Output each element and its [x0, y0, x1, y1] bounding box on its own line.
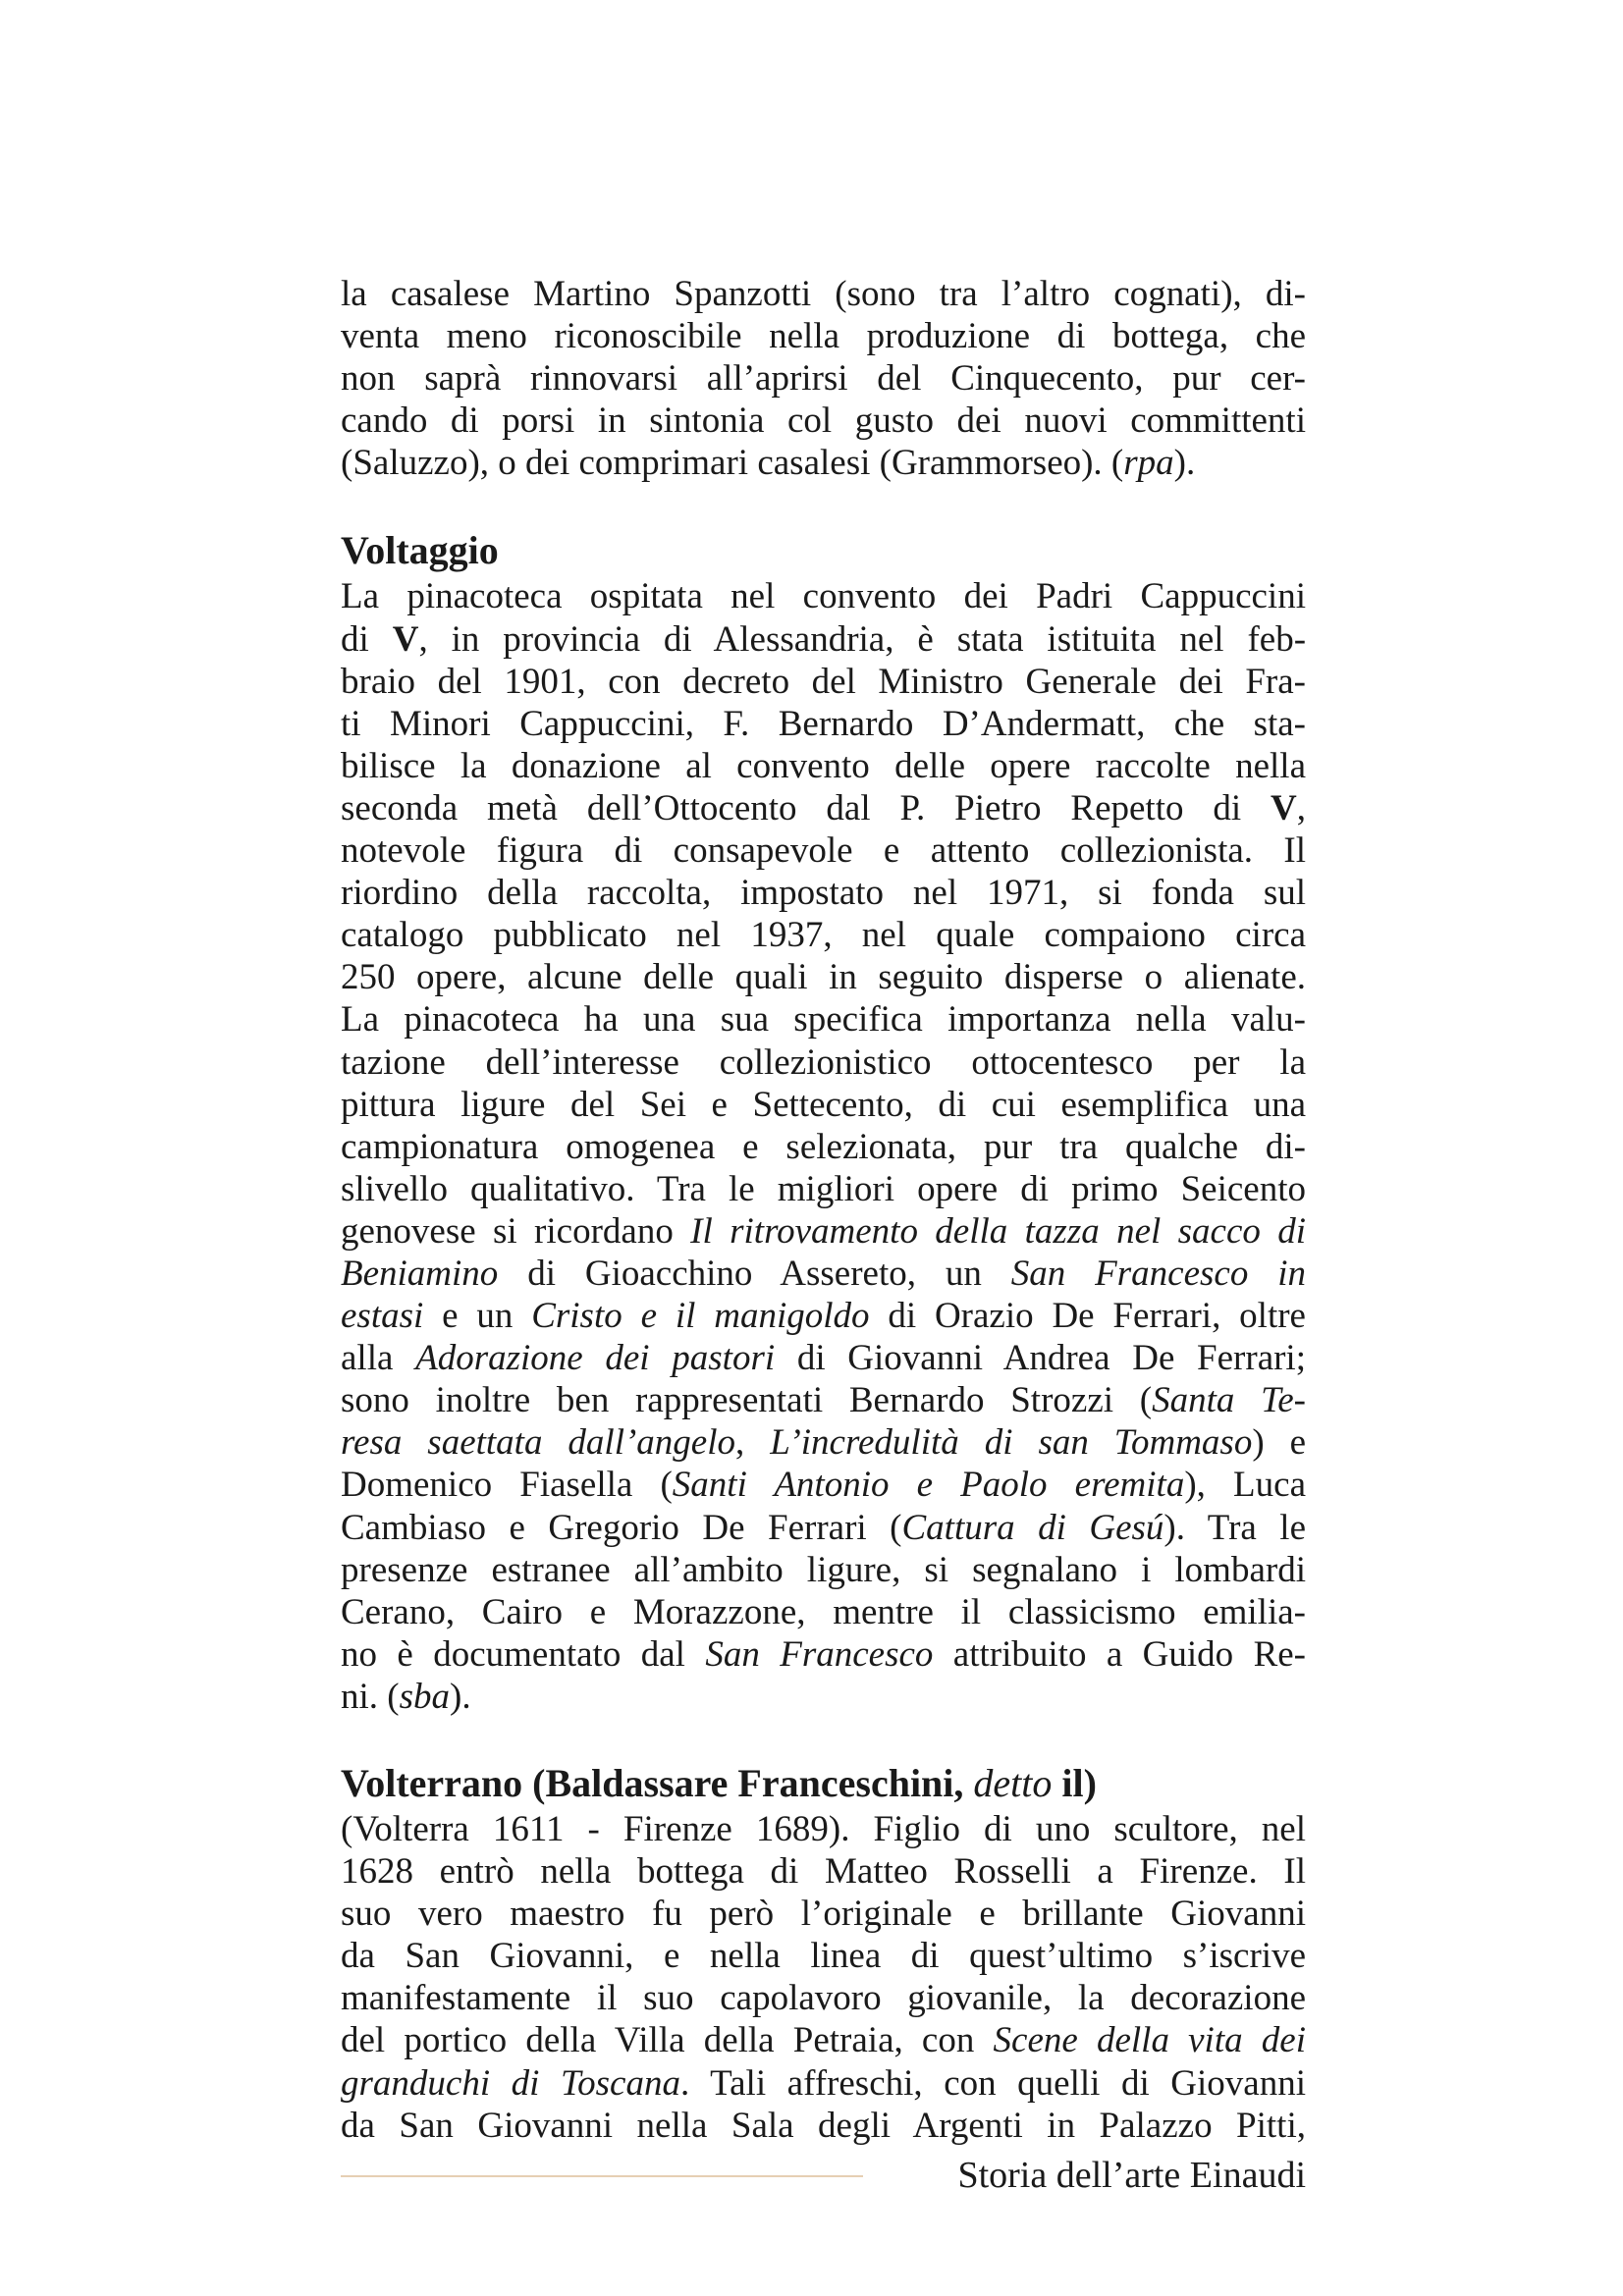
text-line: da San Giovanni, e nella linea di quest’ultimo s’iscrive	[341, 1936, 1306, 1977]
artwork-title: granduchi di Toscana	[341, 2062, 680, 2104]
artwork-title: San Francesco	[705, 1633, 934, 1675]
text-line	[341, 1295, 1306, 1337]
entry-body-voltaggio	[341, 575, 1306, 1718]
artwork-title: estasi	[341, 1296, 424, 1337]
text-run: ), Luca	[1184, 1465, 1306, 1506]
text-line: manifestamente il suo capolavoro giovanile, la decorazione	[341, 1978, 1306, 2019]
text-line	[341, 618, 1306, 661]
artwork-title: Santi Antonio e Paolo eremita	[672, 1465, 1185, 1506]
artwork-title: resa saettata dall’angelo	[341, 1422, 736, 1464]
artwork-title: Beniamino	[341, 1253, 499, 1294]
text-run: , in provincia di Alessandria, è stata istituita nel feb-	[418, 618, 1307, 660]
text-run: attribuito a Guido Re-	[933, 1633, 1306, 1675]
text-line: slivello qualitativo. Tra le migliori opere di primo Seicento	[341, 1168, 1306, 1209]
text-line	[341, 1676, 1306, 1718]
text-line: presenze estranee all’ambito ligure, si segnalano i lombardi	[341, 1549, 1306, 1590]
spacer	[341, 484, 1306, 526]
text-line	[341, 2019, 1306, 2061]
entry-heading-volterrano	[341, 1759, 1306, 1808]
text-run: no è documentato dal	[341, 1633, 706, 1675]
artwork-title: Il ritrovamento della tazza nel sacco di	[690, 1210, 1306, 1252]
text-run: di	[341, 618, 393, 660]
text-line: 250 opere, alcune delle quali in seguito disperse o alienate.	[341, 957, 1306, 998]
text-line: La pinacoteca ospitata nel convento dei Padri Cappuccini	[341, 576, 1306, 617]
text-line: bilisce la donazione al convento delle opere raccolte nella	[341, 745, 1306, 786]
text-line	[341, 1337, 1306, 1379]
artwork-title: Scene della vita dei	[993, 2020, 1306, 2061]
text-line	[341, 1507, 1306, 1549]
text-line: Cerano, Cairo e Morazzone, mentre il classicismo emilia-	[341, 1591, 1306, 1632]
text-line: pittura ligure del Sei e Settecento, di cui esemplifica una	[341, 1084, 1306, 1125]
text-line: venta meno riconoscibile nella produzione di bottega, che	[341, 316, 1306, 357]
text-run: del portico della Villa della Petraia, con	[341, 2020, 994, 2061]
text-line: non saprà rinnovarsi all’aprirsi del Cinquecento, pur cer-	[341, 358, 1306, 400]
text-run: ni. (	[341, 1676, 400, 1717]
text-line	[341, 1633, 1306, 1676]
text-line: notevole figura di consapevole e attento collezionista. Il	[341, 830, 1306, 872]
text-line: campionatura omogenea e selezionata, pur tra qualche di-	[341, 1126, 1306, 1167]
text-line	[341, 442, 1306, 484]
abbrev-bold: V	[392, 618, 419, 660]
text-line	[341, 1464, 1306, 1506]
text-line: braio del 1901, con decreto del Ministro Generale dei Fra-	[341, 661, 1306, 702]
text-run: di Orazio De Ferrari, oltre	[869, 1296, 1306, 1337]
text-line	[341, 1253, 1306, 1295]
text-line	[341, 2062, 1306, 2105]
text-line: (Volterra 1611 - Firenze 1689). Figlio di uno scultore, nel	[341, 1809, 1306, 1849]
intro-paragraph	[341, 273, 1306, 484]
entry-heading-voltaggio: Voltaggio	[341, 528, 499, 573]
artwork-title: San Francesco in	[1010, 1253, 1306, 1294]
text-line: ti Minori Cappuccini, F. Bernardo D’Andermatt, che sta-	[341, 703, 1306, 744]
artwork-title: L’incredulità di san Tommaso	[770, 1422, 1253, 1464]
text-run: . Tali affreschi, con quelli di Giovanni	[679, 2062, 1306, 2104]
text-run: ).	[1173, 443, 1196, 484]
text-run: seconda metà dell’Ottocento dal P. Pietro Repetto di	[341, 787, 1271, 828]
text-run: sono inoltre ben rappresentati Bernardo Strozzi (	[341, 1380, 1153, 1421]
text-line: riordino della raccolta, impostato nel 1971, si fonda sul	[341, 873, 1306, 914]
spacer	[341, 1718, 1306, 1759]
artwork-title: Santa Te-	[1152, 1380, 1306, 1421]
text-run: Cambiaso e Gregorio De Ferrari (	[341, 1507, 902, 1548]
entry-body-volterrano	[341, 1808, 1306, 2147]
abbrev-bold: V	[1271, 787, 1297, 828]
text-line: cando di porsi in sintonia col gusto dei nuovi committenti	[341, 400, 1306, 442]
text-run: di Giovanni Andrea De Ferrari;	[775, 1338, 1306, 1379]
artwork-title: Cattura di Gesú	[901, 1507, 1164, 1548]
text-line	[341, 1210, 1306, 1253]
heading-run: il)	[1052, 1761, 1097, 1805]
text-run: Domenico Fiasella (	[341, 1465, 673, 1506]
text-run: genovese si ricordano	[341, 1210, 691, 1252]
text-line: La pinacoteca ha una sua specifica importanza nella valu-	[341, 999, 1306, 1041]
footer-publisher: Storia dell’arte Einaudi	[957, 2155, 1306, 2196]
artwork-title: Cristo e il manigoldo	[531, 1296, 870, 1337]
text-run: alla	[341, 1338, 416, 1379]
text-line	[341, 1379, 1306, 1421]
page-body	[341, 273, 1306, 2147]
footer-rule	[341, 2175, 863, 2177]
text-line	[341, 787, 1306, 829]
artwork-title: Adorazione dei pastori	[415, 1338, 776, 1379]
text-run: di Gioacchino Assereto, un	[498, 1253, 1011, 1294]
text-run: ) e	[1252, 1422, 1307, 1464]
author-signature: rpa	[1123, 443, 1174, 484]
heading-run-italic: detto	[973, 1761, 1053, 1805]
text-line: la casalese Martino Spanzotti (sono tra l’altro cognati), di-	[341, 274, 1306, 314]
text-line: da San Giovanni nella Sala degli Argenti in Palazzo Pitti,	[341, 2105, 1306, 2146]
text-run: ).	[450, 1676, 471, 1717]
text-run: ). Tra le	[1163, 1507, 1307, 1548]
text-run: ,	[735, 1422, 771, 1464]
heading-run: Volterrano (Baldassare Franceschini,	[341, 1761, 974, 1805]
text-run: ,	[1296, 787, 1306, 828]
text-run: e un	[423, 1296, 532, 1337]
text-line: tazione dell’interesse collezionistico ottocentesco per la	[341, 1041, 1306, 1083]
text-line	[341, 1421, 1306, 1464]
text-line: suo vero maestro fu però l’originale e brillante Giovanni	[341, 1894, 1306, 1935]
text-line: 1628 entrò nella bottega di Matteo Rosselli a Firenze. Il	[341, 1851, 1306, 1893]
author-signature: sba	[399, 1676, 451, 1717]
text-line: catalogo pubblicato nel 1937, nel quale compaiono circa	[341, 915, 1306, 956]
page-footer	[341, 2152, 1306, 2201]
text-run: (Saluzzo), o dei comprimari casalesi (Grammorseo). (	[341, 443, 1124, 484]
